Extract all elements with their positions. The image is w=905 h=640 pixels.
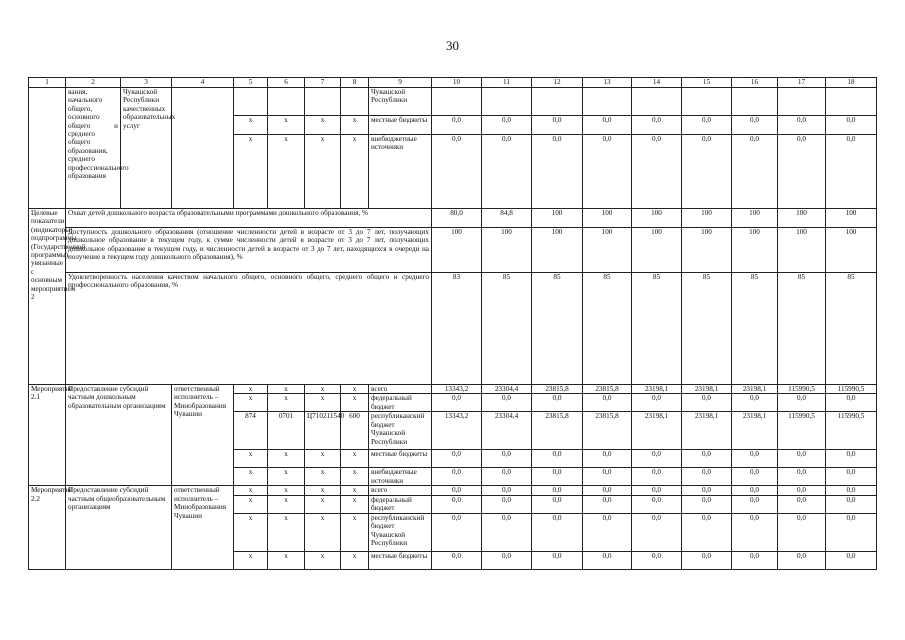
code-cell: x xyxy=(234,513,268,551)
value-cell: 0,0 xyxy=(732,551,778,569)
value-cell xyxy=(826,88,877,116)
code-cell: x xyxy=(234,135,268,209)
measure-name: Предоставление субсидий частным общеобразовательным организациям xyxy=(66,486,172,569)
value-cell: 23198,1 xyxy=(632,385,682,394)
value-cell xyxy=(532,88,583,116)
value-cell: 0,0 xyxy=(532,468,583,486)
code-cell: 874 xyxy=(234,412,268,450)
value-cell: 0,0 xyxy=(778,450,826,468)
column-number: 16 xyxy=(732,78,778,88)
column-number: 8 xyxy=(341,78,369,88)
value-cell: 0,0 xyxy=(826,450,877,468)
value-cell: 0,0 xyxy=(432,116,482,135)
value-cell xyxy=(632,88,682,116)
value-cell: 0,0 xyxy=(682,116,732,135)
value-cell: 0,0 xyxy=(826,486,877,495)
indicator-value: 85 xyxy=(732,273,778,385)
indicator-value: 100 xyxy=(632,209,682,228)
value-cell: 0,0 xyxy=(532,513,583,551)
code-cell: x xyxy=(268,116,305,135)
indicator-value: 100 xyxy=(732,209,778,228)
value-cell: 0,0 xyxy=(532,116,583,135)
value-cell: 13343,2 xyxy=(432,385,482,394)
code-cell: x xyxy=(234,495,268,513)
value-cell: 0,0 xyxy=(583,486,632,495)
value-cell: 0,0 xyxy=(826,468,877,486)
value-cell: 0,0 xyxy=(432,495,482,513)
indicator-value: 85 xyxy=(778,273,826,385)
funding-source: республиканский бюджет Чувашской Республики xyxy=(369,412,432,450)
code-cell: x xyxy=(234,394,268,412)
indicator-value: 100 xyxy=(482,228,532,273)
column-number: 9 xyxy=(369,78,432,88)
measure-row xyxy=(29,385,877,394)
value-cell: 23304,4 xyxy=(482,412,532,450)
value-cell: 0,0 xyxy=(632,551,682,569)
value-cell: 0,0 xyxy=(682,394,732,412)
value-cell: 0,0 xyxy=(682,551,732,569)
code-cell: x xyxy=(341,468,369,486)
value-cell: 0,0 xyxy=(778,116,826,135)
responsible-executor: ответственный исполнитель – Минобразования Чувашии xyxy=(172,385,234,486)
value-cell xyxy=(583,88,632,116)
value-cell: 0,0 xyxy=(632,513,682,551)
value-cell: 23815,8 xyxy=(532,412,583,450)
value-cell: 0,0 xyxy=(583,116,632,135)
value-cell: 0,0 xyxy=(682,513,732,551)
value-cell: 0,0 xyxy=(532,486,583,495)
value-cell: 0,0 xyxy=(732,135,778,209)
value-cell: 115990,5 xyxy=(778,385,826,394)
code-cell: x xyxy=(268,486,305,495)
funding-source: всего xyxy=(369,486,432,495)
indicators-label: Целевые показатели (индикаторы) подпрограммы (Государственной программы), увязанные с основным мероприятием 2 xyxy=(29,209,66,385)
value-cell: 0,0 xyxy=(432,450,482,468)
column-number: 15 xyxy=(682,78,732,88)
column-number: 12 xyxy=(532,78,583,88)
indicator-value: 100 xyxy=(632,228,682,273)
code-cell: x xyxy=(268,513,305,551)
value-cell: 0,0 xyxy=(632,394,682,412)
value-cell: 0,0 xyxy=(778,495,826,513)
code-cell: x xyxy=(234,551,268,569)
indicator-value: 85 xyxy=(826,273,877,385)
event-goal: Чувашской Республики качественных образовательных услуг xyxy=(121,88,172,209)
value-cell: 0,0 xyxy=(532,135,583,209)
column-number: 6 xyxy=(268,78,305,88)
value-cell: 0,0 xyxy=(482,135,532,209)
code-cell: x xyxy=(305,135,341,209)
code-cell: x xyxy=(341,495,369,513)
code-cell: 600 xyxy=(341,412,369,450)
value-cell: 0,0 xyxy=(583,394,632,412)
value-cell xyxy=(482,88,532,116)
value-cell: 0,0 xyxy=(732,450,778,468)
indicator-row xyxy=(29,228,877,273)
code-cell: x xyxy=(341,394,369,412)
indicator-value: 85 xyxy=(532,273,583,385)
value-cell: 0,0 xyxy=(432,135,482,209)
indicator-text: Охват детей дошкольного возраста образовательными программами дошкольного образования, % xyxy=(66,209,432,228)
indicator-value: 100 xyxy=(778,228,826,273)
code-cell: x xyxy=(234,486,268,495)
value-cell: 0,0 xyxy=(532,450,583,468)
code-cell: x xyxy=(234,468,268,486)
code-cell: x xyxy=(305,385,341,394)
responsible-executor: ответственный исполнитель – Минобразования Чувашии xyxy=(172,486,234,569)
value-cell: 0,0 xyxy=(632,486,682,495)
code-cell: x xyxy=(234,116,268,135)
value-cell: 0,0 xyxy=(432,513,482,551)
funding-source: всего xyxy=(369,385,432,394)
value-cell: 115990,5 xyxy=(826,412,877,450)
value-cell: 0,0 xyxy=(682,495,732,513)
value-cell: 0,0 xyxy=(632,495,682,513)
value-cell: 0,0 xyxy=(732,513,778,551)
indicator-value: 100 xyxy=(778,209,826,228)
value-cell: 0,0 xyxy=(482,116,532,135)
value-cell: 0,0 xyxy=(482,513,532,551)
value-cell: 0,0 xyxy=(732,495,778,513)
funding-source: внебюджетные источники xyxy=(369,135,432,209)
value-cell: 23815,8 xyxy=(583,385,632,394)
measure-label: Мероприятие 2.1 xyxy=(29,385,66,486)
value-cell: 0,0 xyxy=(583,468,632,486)
value-cell: 0,0 xyxy=(632,135,682,209)
value-cell: 0,0 xyxy=(682,468,732,486)
event-name: вания, начального общего, основного общего и среднего общего образования, среднего профессионального образования xyxy=(66,88,121,209)
value-cell: 0,0 xyxy=(583,513,632,551)
value-cell: 0,0 xyxy=(732,116,778,135)
indicator-value: 85 xyxy=(482,273,532,385)
funding-source: внебюджетные источники xyxy=(369,468,432,486)
indicator-value: 85 xyxy=(682,273,732,385)
code-cell: x xyxy=(234,385,268,394)
column-number: 1 xyxy=(29,78,66,88)
value-cell: 23815,8 xyxy=(532,385,583,394)
column-number: 10 xyxy=(432,78,482,88)
column-number: 14 xyxy=(632,78,682,88)
indicator-value: 100 xyxy=(532,209,583,228)
value-cell: 0,0 xyxy=(778,513,826,551)
funding-source: федеральный бюджет xyxy=(369,394,432,412)
funding-source: местные бюджеты xyxy=(369,551,432,569)
value-cell: 23198,1 xyxy=(732,412,778,450)
value-cell: 0,0 xyxy=(482,551,532,569)
value-cell: 0,0 xyxy=(682,486,732,495)
indicator-value: 100 xyxy=(682,209,732,228)
code-cell xyxy=(268,88,305,116)
code-cell: x xyxy=(341,385,369,394)
value-cell: 0,0 xyxy=(826,495,877,513)
value-cell: 0,0 xyxy=(532,551,583,569)
value-cell: 0,0 xyxy=(826,513,877,551)
value-cell: 0,0 xyxy=(826,551,877,569)
funding-source: местные бюджеты xyxy=(369,450,432,468)
code-cell: x xyxy=(234,450,268,468)
value-cell: 115990,5 xyxy=(826,385,877,394)
code-cell: x xyxy=(305,551,341,569)
code-cell: x xyxy=(268,385,305,394)
column-number: 17 xyxy=(778,78,826,88)
value-cell: 23198,1 xyxy=(632,412,682,450)
code-cell: x xyxy=(268,450,305,468)
empty-cell xyxy=(172,88,234,209)
code-cell: Ц710211540 xyxy=(305,412,341,450)
measure-name: Предоставление субсидий частным дошкольным образовательным организациям xyxy=(66,385,172,486)
code-cell: x xyxy=(341,551,369,569)
column-number: 4 xyxy=(172,78,234,88)
empty-cell xyxy=(29,88,66,209)
code-cell: x xyxy=(305,486,341,495)
code-cell: x xyxy=(305,394,341,412)
code-cell: x xyxy=(341,135,369,209)
value-cell: 23198,1 xyxy=(682,385,732,394)
funding-source: федеральный бюджет xyxy=(369,495,432,513)
value-cell: 0,0 xyxy=(778,486,826,495)
code-cell: x xyxy=(305,116,341,135)
value-cell xyxy=(732,88,778,116)
indicator-text: Удовлетворенность населения качеством начального общего, основного общего, среднего общего и среднего профессионального образования, % xyxy=(66,273,432,385)
code-cell: x xyxy=(341,116,369,135)
value-cell: 115990,5 xyxy=(778,412,826,450)
code-cell: x xyxy=(268,394,305,412)
code-cell: x xyxy=(268,468,305,486)
column-number: 18 xyxy=(826,78,877,88)
value-cell: 0,0 xyxy=(583,551,632,569)
value-cell: 0,0 xyxy=(532,495,583,513)
code-cell: x xyxy=(305,450,341,468)
value-cell: 0,0 xyxy=(682,450,732,468)
value-cell: 23304,4 xyxy=(482,385,532,394)
indicator-value: 85 xyxy=(583,273,632,385)
indicator-value: 80,0 xyxy=(432,209,482,228)
column-number: 7 xyxy=(305,78,341,88)
measure-label: Мероприятие 2.2 xyxy=(29,486,66,569)
code-cell: x xyxy=(341,513,369,551)
code-cell: 0701 xyxy=(268,412,305,450)
column-number: 11 xyxy=(482,78,532,88)
code-cell: x xyxy=(305,513,341,551)
indicator-row xyxy=(29,209,877,228)
value-cell: 0,0 xyxy=(583,450,632,468)
value-cell: 0,0 xyxy=(632,116,682,135)
code-cell: x xyxy=(305,495,341,513)
column-number: 5 xyxy=(234,78,268,88)
column-number: 2 xyxy=(66,78,121,88)
indicator-value: 100 xyxy=(682,228,732,273)
value-cell: 0,0 xyxy=(778,468,826,486)
value-cell: 0,0 xyxy=(778,551,826,569)
code-cell xyxy=(234,88,268,116)
table-row xyxy=(29,88,877,116)
value-cell xyxy=(432,88,482,116)
value-cell: 0,0 xyxy=(732,394,778,412)
value-cell: 0,0 xyxy=(826,135,877,209)
funding-source: Чувашской Республики xyxy=(369,88,432,116)
indicator-row xyxy=(29,273,877,385)
indicator-text: Доступность дошкольного образования (отношение численности детей в возрасте от 3 до 7 лет, получающих дошкольное образование в текущем году, к сумме численности детей в возрасте от 3 до 7 лет, получающих дошкольное образование в текущем году, и численности детей в возрасте от 3 до 7 лет, находящихся в очереди на получение в текущем году дошкольного образования), % xyxy=(66,228,432,273)
value-cell: 0,0 xyxy=(482,394,532,412)
value-cell: 0,0 xyxy=(632,468,682,486)
column-number: 13 xyxy=(583,78,632,88)
column-number: 3 xyxy=(121,78,172,88)
value-cell: 0,0 xyxy=(583,135,632,209)
code-cell: x xyxy=(268,135,305,209)
code-cell: x xyxy=(268,495,305,513)
value-cell: 0,0 xyxy=(732,468,778,486)
value-cell: 23198,1 xyxy=(732,385,778,394)
value-cell: 0,0 xyxy=(432,551,482,569)
value-cell: 0,0 xyxy=(778,135,826,209)
indicator-value: 83 xyxy=(432,273,482,385)
value-cell: 0,0 xyxy=(682,135,732,209)
code-cell: x xyxy=(305,468,341,486)
value-cell: 23815,8 xyxy=(583,412,632,450)
indicator-value: 100 xyxy=(583,228,632,273)
code-cell xyxy=(305,88,341,116)
value-cell: 0,0 xyxy=(826,116,877,135)
value-cell xyxy=(682,88,732,116)
value-cell: 23198,1 xyxy=(682,412,732,450)
indicator-value: 100 xyxy=(432,228,482,273)
value-cell: 0,0 xyxy=(432,394,482,412)
value-cell: 0,0 xyxy=(532,394,583,412)
page-number: 30 xyxy=(446,38,459,53)
funding-source: местные бюджеты xyxy=(369,116,432,135)
value-cell: 0,0 xyxy=(432,486,482,495)
code-cell: x xyxy=(268,551,305,569)
value-cell: 0,0 xyxy=(482,486,532,495)
measure-row xyxy=(29,486,877,495)
value-cell: 0,0 xyxy=(778,394,826,412)
indicator-value: 100 xyxy=(826,228,877,273)
value-cell: 0,0 xyxy=(826,394,877,412)
value-cell: 0,0 xyxy=(482,450,532,468)
indicator-value: 85 xyxy=(632,273,682,385)
value-cell: 0,0 xyxy=(632,450,682,468)
value-cell xyxy=(778,88,826,116)
value-cell: 0,0 xyxy=(482,468,532,486)
indicator-value: 100 xyxy=(826,209,877,228)
value-cell: 0,0 xyxy=(583,495,632,513)
code-cell xyxy=(341,88,369,116)
code-cell: x xyxy=(341,450,369,468)
funding-source: республиканский бюджет Чувашской Республики xyxy=(369,513,432,551)
value-cell: 0,0 xyxy=(482,495,532,513)
value-cell: 0,0 xyxy=(432,468,482,486)
indicator-value: 100 xyxy=(532,228,583,273)
indicator-value: 100 xyxy=(583,209,632,228)
value-cell: 13343,2 xyxy=(432,412,482,450)
header-row xyxy=(29,78,877,88)
value-cell: 0,0 xyxy=(732,486,778,495)
indicator-value: 100 xyxy=(732,228,778,273)
indicator-value: 84,8 xyxy=(482,209,532,228)
budget-table xyxy=(28,77,877,570)
code-cell: x xyxy=(341,486,369,495)
